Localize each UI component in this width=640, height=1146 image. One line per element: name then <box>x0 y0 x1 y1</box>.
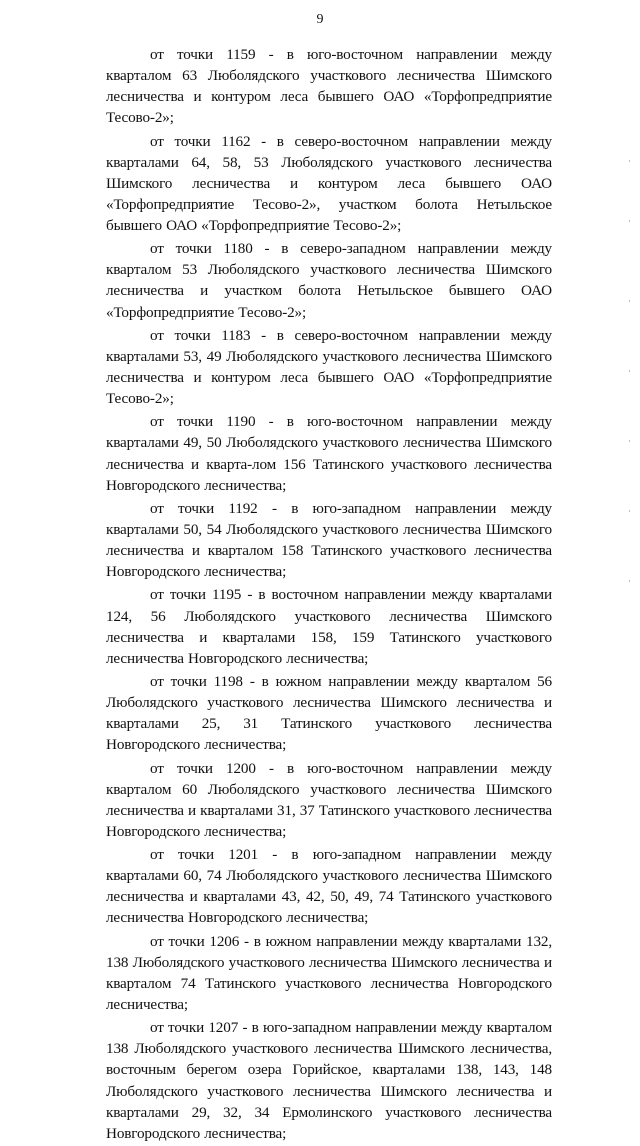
paragraph: от точки 1190 - в юго-восточном направлении между кварталами 49, 50 Люболядского участкового лесничества Шимского лесничества и квартa-лом 156 Татинского участкового лесничества Новгородского лесничества; <box>106 413 552 494</box>
paragraph: от точки 1180 - в северо-западном направлении между кварталом 53 Люболядского участкового лесничества Шимского лесничества и участком болота Нетыльское бывшего ОАО «Торфопредприятие Тесово-2»; <box>106 240 552 321</box>
paragraph: от точки 1159 - в юго-восточном направлении между кварталом 63 Люболядского участкового лесничества Шимского лесничества и контуром леса бывшего ОАО «Торфопредприятие Тесово-2»; <box>106 46 552 127</box>
paragraph: от точки 1195 - в восточном направлении между кварталами 124, 56 Люболядского участкового лесничества Шимского лесничества и кварталами 158, 159 Татинского участкового лесничества Новгородского лесничества; <box>106 586 552 667</box>
paragraph: от точки 1206 - в южном направлении между кварталами 132, 138 Люболядского участкового лесничества Шимского лесничества и кварталом 74 Татинского участкового лесничества Новгородского лесничества; <box>106 932 552 1013</box>
paragraph: от точки 1200 - в юго-восточном направлении между кварталом 60 Люболядского участкового лесничества Шимского лесничества и кварталами 31, 37 Татинского участкового лесничества Новгородского лесничества; <box>106 759 552 840</box>
paragraph: от точки 1207 - в юго-западном направлении между кварталом 138 Люболядского участкового лесничества Шимского лесничества, восточным берегом озера Горийское, кварталами 138, 143, 148 Люболядского участкового лесничества Шимского лесничества и кварталами 29, 32, 34 Ермолинского участкового лесничества Новгородского лесничества; <box>106 1019 552 1142</box>
paragraph: от точки 1183 - в северо-восточном направлении между кварталами 53, 49 Люболядского участкового лесничества Шимского лесничества и контуром леса бывшего ОАО «Торфопредприятие Тесово-2»; <box>106 326 552 408</box>
paragraph: от точки 1201 - в юго-западном направлении между кварталами 60, 74 Люболядского участкового лесничества Шимского лесничества и кварталами 43, 42, 50, 49, 74 Татинского участкового лесничества Новгородского лесничества; <box>106 846 552 927</box>
paragraph: от точки 1162 - в северо-восточном направлении между кварталами 64, 58, 53 Люболядского участкового лесничества Шимского лесничества и контуром леса бывшего ОАО «Торфопредприятие Тесово-2», участком болота Нетыльское бывшего ОАО «Торфопредприятие Тесово-2»; <box>106 132 552 234</box>
paragraph: от точки 1192 - в юго-западном направлении между кварталами 50, 54 Люболядского участкового лесничества Шимского лесничества и кварталом 158 Татинского участкового лесничества Новгородского лесничества; <box>106 499 552 581</box>
scan-margin-marks <box>629 40 632 600</box>
paragraph: от точки 1198 - в южном направлении между кварталом 56 Люболядского участкового лесничества Шимского лесничества и кварталами 25, 31 Татинского участкового лесничества Новгородского лесничества; <box>106 673 552 754</box>
page-number: 9 <box>316 12 324 27</box>
document-body <box>106 44 552 1146</box>
